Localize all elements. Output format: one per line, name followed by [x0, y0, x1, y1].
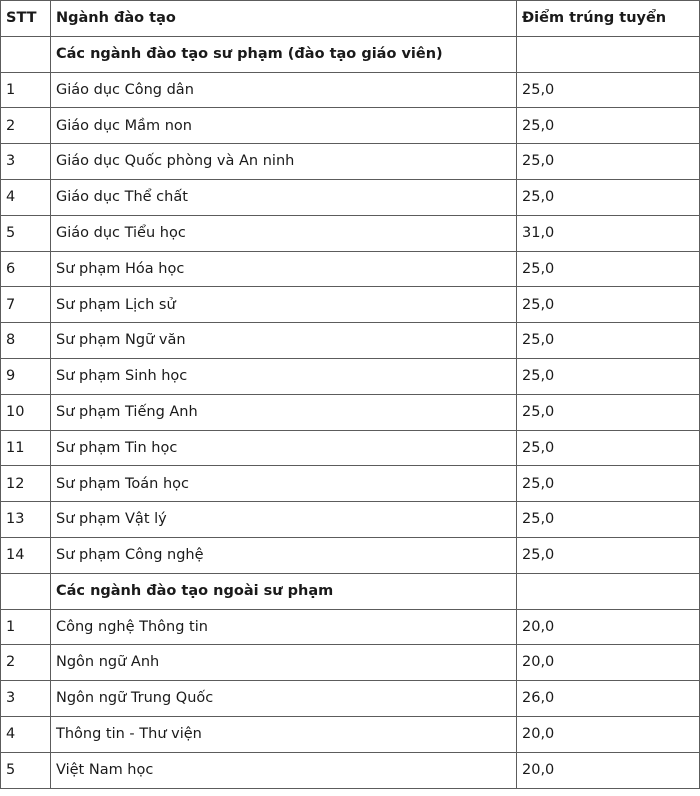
program-cell: Giáo dục Tiểu học: [51, 215, 517, 251]
stt-cell: 3: [1, 681, 51, 717]
program-cell: Giáo dục Công dân: [51, 72, 517, 108]
group-score-cell: [517, 36, 700, 72]
program-cell: Ngôn ngữ Anh: [51, 645, 517, 681]
column-header-score: Điểm trúng tuyển: [517, 1, 700, 37]
table-row: [1, 645, 700, 681]
score-cell: 20,0: [517, 609, 700, 645]
table-header-row: [1, 1, 700, 37]
stt-cell: 9: [1, 358, 51, 394]
program-cell: Sư phạm Toán học: [51, 466, 517, 502]
score-cell: 25,0: [517, 394, 700, 430]
group-stt-cell: [1, 36, 51, 72]
program-cell: Việt Nam học: [51, 752, 517, 788]
score-cell: 20,0: [517, 645, 700, 681]
score-cell: 25,0: [517, 537, 700, 573]
table-row: [1, 609, 700, 645]
column-header-program: Ngành đào tạo: [51, 1, 517, 37]
table-row: [1, 215, 700, 251]
score-cell: 25,0: [517, 179, 700, 215]
stt-cell: 11: [1, 430, 51, 466]
program-cell: Sư phạm Công nghệ: [51, 537, 517, 573]
program-cell: Thông tin - Thư viện: [51, 716, 517, 752]
stt-cell: 6: [1, 251, 51, 287]
group-heading-row: [1, 573, 700, 609]
table-row: [1, 681, 700, 717]
program-cell: Ngôn ngữ Trung Quốc: [51, 681, 517, 717]
stt-cell: 14: [1, 537, 51, 573]
stt-cell: 2: [1, 645, 51, 681]
group-score-cell: [517, 573, 700, 609]
program-cell: Giáo dục Thể chất: [51, 179, 517, 215]
stt-cell: 7: [1, 287, 51, 323]
stt-cell: 4: [1, 179, 51, 215]
stt-cell: 2: [1, 108, 51, 144]
stt-cell: 12: [1, 466, 51, 502]
program-cell: Sư phạm Tin học: [51, 430, 517, 466]
program-cell: Công nghệ Thông tin: [51, 609, 517, 645]
table-row: [1, 287, 700, 323]
table-row: [1, 144, 700, 180]
score-cell: 26,0: [517, 681, 700, 717]
table-row: [1, 323, 700, 359]
program-cell: Sư phạm Lịch sử: [51, 287, 517, 323]
stt-cell: 5: [1, 215, 51, 251]
table-row: [1, 108, 700, 144]
score-cell: 25,0: [517, 251, 700, 287]
score-cell: 25,0: [517, 466, 700, 502]
score-cell: 25,0: [517, 108, 700, 144]
table-row: [1, 466, 700, 502]
program-cell: Sư phạm Sinh học: [51, 358, 517, 394]
table-row: [1, 752, 700, 788]
stt-cell: 1: [1, 72, 51, 108]
score-cell: 25,0: [517, 287, 700, 323]
table-row: [1, 72, 700, 108]
group-title: Các ngành đào tạo sư phạm (đào tạo giáo viên): [51, 36, 517, 72]
score-cell: 25,0: [517, 72, 700, 108]
table-row: [1, 394, 700, 430]
stt-cell: 5: [1, 752, 51, 788]
score-cell: 25,0: [517, 430, 700, 466]
score-cell: 20,0: [517, 752, 700, 788]
table-row: [1, 716, 700, 752]
program-cell: Giáo dục Mầm non: [51, 108, 517, 144]
stt-cell: 13: [1, 502, 51, 538]
score-cell: 31,0: [517, 215, 700, 251]
column-header-stt: STT: [1, 1, 51, 37]
score-cell: 20,0: [517, 716, 700, 752]
table-row: [1, 430, 700, 466]
stt-cell: 8: [1, 323, 51, 359]
table-row: [1, 179, 700, 215]
score-cell: 25,0: [517, 358, 700, 394]
score-cell: 25,0: [517, 502, 700, 538]
group-stt-cell: [1, 573, 51, 609]
group-title: Các ngành đào tạo ngoài sư phạm: [51, 573, 517, 609]
score-cell: 25,0: [517, 144, 700, 180]
stt-cell: 1: [1, 609, 51, 645]
table-row: [1, 251, 700, 287]
table-row: [1, 502, 700, 538]
program-cell: Giáo dục Quốc phòng và An ninh: [51, 144, 517, 180]
program-cell: Sư phạm Hóa học: [51, 251, 517, 287]
score-cell: 25,0: [517, 323, 700, 359]
stt-cell: 3: [1, 144, 51, 180]
table-row: [1, 537, 700, 573]
program-cell: Sư phạm Vật lý: [51, 502, 517, 538]
program-cell: Sư phạm Tiếng Anh: [51, 394, 517, 430]
stt-cell: 4: [1, 716, 51, 752]
group-heading-row: [1, 36, 700, 72]
program-cell: Sư phạm Ngữ văn: [51, 323, 517, 359]
table-body: [1, 36, 700, 788]
stt-cell: 10: [1, 394, 51, 430]
table-row: [1, 358, 700, 394]
